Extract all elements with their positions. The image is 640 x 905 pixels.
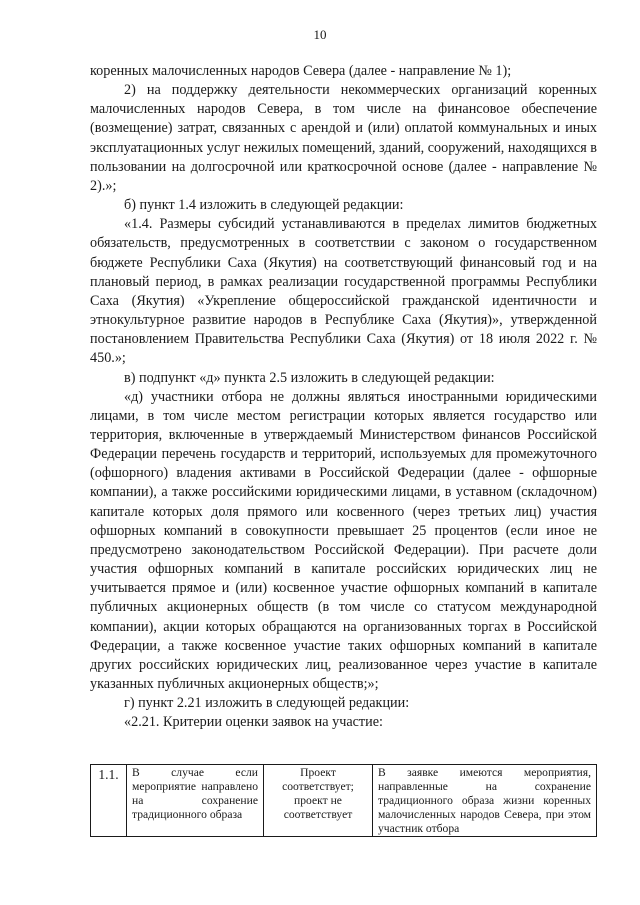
paragraph: б) пункт 1.4 изложить в следующей редакции: [124,197,404,214]
paragraph: коренных малочисленных народов Севера (далее - направление № 1); [90,63,512,79]
paragraph: г) пункт 2.21 изложить в следующей редакции: [124,695,410,712]
table-row [91,765,597,837]
document-body [90,62,597,732]
page-number: 10 [313,27,327,42]
criterion-description: В заявке имеются мероприятия, направленные на сохранение традиционного образа жизни коренных малочисленных народов Севера, при этом участник отбора [373,765,597,837]
paragraph: «1.4. Размеры субсидий устанавливаются в пределах лимитов бюджетных обязательств, предусмотренных в соответствии с законом о государственном бюджете Республики Саха (Якутия) на соответствующий финансовый год и на плановый период, в рамках реализации государственной программы Республики Саха (Якутия) «Укрепление общероссийской гражданской идентичности и этнокультурное развитие народов в Республике Саха (Якутия)», утвержденной постановлением Правительства Республики Саха (Якутия) от 18 июля 2022 г. № 450.»; [90,216,597,367]
criterion-condition: В случае если мероприятие направлено на сохранение традиционного образа [127,765,264,837]
criterion-result: Проект соответствует; проект не соответствует [264,765,373,837]
criterion-number: 1.1. [91,765,127,837]
paragraph: в) подпункт «д» пункта 2.5 изложить в следующей редакции: [124,369,495,386]
paragraph: «2.21. Критерии оценки заявок на участие: [124,714,383,731]
paragraph: 2) на поддержку деятельности некоммерческих организаций коренных малочисленных народов Севера, в том числе на финансовое обеспечение (возмещение) затрат, связанных с арендой и (или) оплатой коммунальных и иных эксплуатационных услуг нежилых помещений, зданий, сооружений, находящихся в пользовании на долгосрочной или краткосрочной основе (далее - направление № 2).»; [90,82,597,194]
criteria-table [90,764,597,837]
paragraph: «д) участники отбора не должны являться иностранными юридическими лицами, в том числе местом регистрации которых является государство или территория, включенные в утверждаемый Министерством финансов Российской Федерации перечень государств и территорий, используемых для промежуточного (офшорного) владения активами в Российской Федерации (далее - офшорные компании), а также российскими юридическими лицами, в уставном (складочном) капитале которых доля прямого или косвенного (через третьих лиц) участия офшорных компаний в совокупности превышает 25 процентов (если иное не предусмотрено законодательством Российской Федерации). При расчете доли участия офшорных компаний в капитале российских юридических лиц не учитывается прямое и (или) косвенное участие офшорных компаний в капитале публичных акционерных обществ (в том числе со статусом международной компании), акции которых обращаются на организованных торгах в Российской Федерации, а также косвенное участие таких офшорных компаний в капитале других российских юридических лиц, реализованное через участие в капитале указанных публичных акционерных обществ;»; [90,388,597,692]
